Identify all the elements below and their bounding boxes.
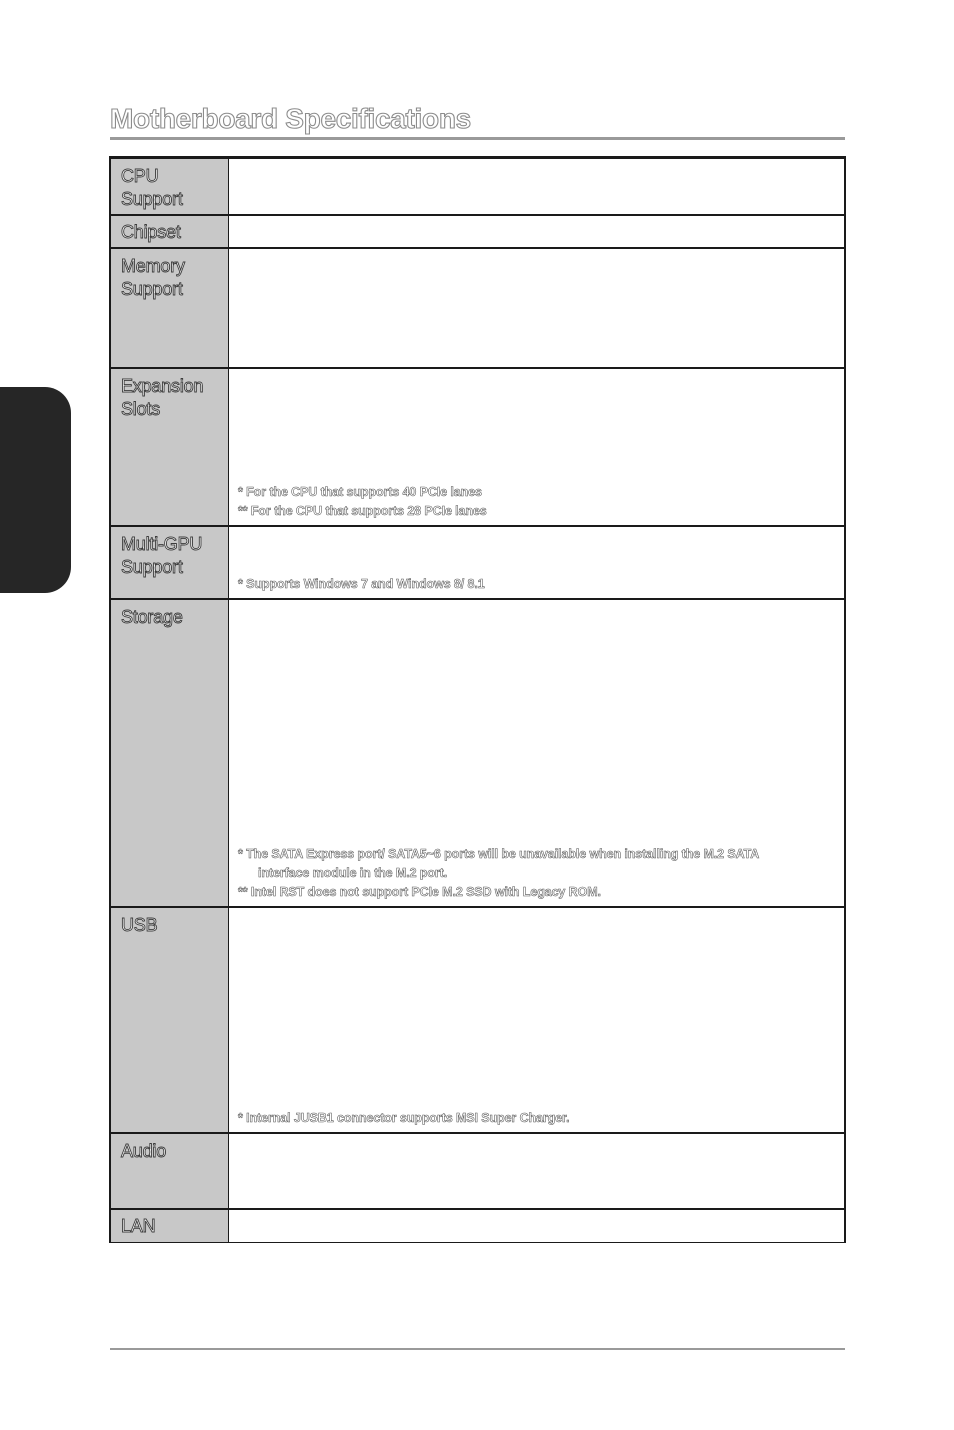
spec-label-usb: USB (111, 908, 229, 1132)
storage-note-2: ** Intel RST does not support PCIe M.2 SSD with Legacy ROM. (238, 885, 601, 899)
title-divider (110, 137, 845, 140)
spec-row-memory (111, 249, 844, 369)
spec-content-lan (229, 1210, 844, 1242)
spec-label-storage: Storage (111, 600, 229, 906)
spec-label-audio: Audio (111, 1134, 229, 1208)
spec-row-audio (111, 1134, 844, 1210)
spec-row-lan (111, 1210, 844, 1243)
spec-row-storage (111, 600, 844, 908)
spec-label-lan: LAN (111, 1210, 229, 1242)
chapter-side-tab (0, 387, 71, 593)
multigpu-notes (238, 575, 835, 594)
spec-content-cpu (229, 159, 844, 214)
spec-content-audio (229, 1134, 844, 1208)
spec-row-multigpu (111, 527, 844, 600)
usb-notes (238, 1109, 835, 1128)
storage-notes (238, 845, 835, 902)
spec-content-chipset (229, 216, 844, 247)
expansion-notes (238, 483, 835, 521)
storage-note-1 (238, 845, 835, 883)
page-title: Motherboard Specifications (110, 103, 471, 134)
storage-note-1-line-1: * The SATA Express port/ SATA5~6 ports will be unavailable when installing the M.2 SATA (238, 847, 760, 861)
spec-row-usb (111, 908, 844, 1134)
multigpu-note-1: * Supports Windows 7 and Windows 8/ 8.1 (238, 577, 485, 591)
storage-note-1-line-2: interface module in the M.2 port. (258, 866, 448, 880)
spec-row-expansion (111, 369, 844, 527)
spec-label-expansion: Expansion Slots (111, 369, 229, 525)
spec-content-usb (229, 908, 844, 1132)
spec-content-multigpu (229, 527, 844, 598)
spec-content-expansion (229, 369, 844, 525)
spec-label-memory: Memory Support (111, 249, 229, 367)
expansion-note-1: * For the CPU that supports 40 PCIe lanes (238, 485, 482, 499)
footer-divider (110, 1348, 845, 1350)
spec-label-multigpu: Multi-GPU Support (111, 527, 229, 598)
expansion-note-2: ** For the CPU that supports 28 PCIe lanes (238, 504, 487, 518)
spec-content-storage (229, 600, 844, 906)
spec-row-chipset (111, 216, 844, 249)
spec-content-memory (229, 249, 844, 367)
usb-note-1: * Internal JUSB1 connector supports MSI Super Charger. (238, 1111, 570, 1125)
spec-label-cpu: CPU Support (111, 159, 229, 214)
spec-row-cpu (111, 159, 844, 216)
spec-label-chipset: Chipset (111, 216, 229, 247)
spec-table (109, 156, 846, 1243)
